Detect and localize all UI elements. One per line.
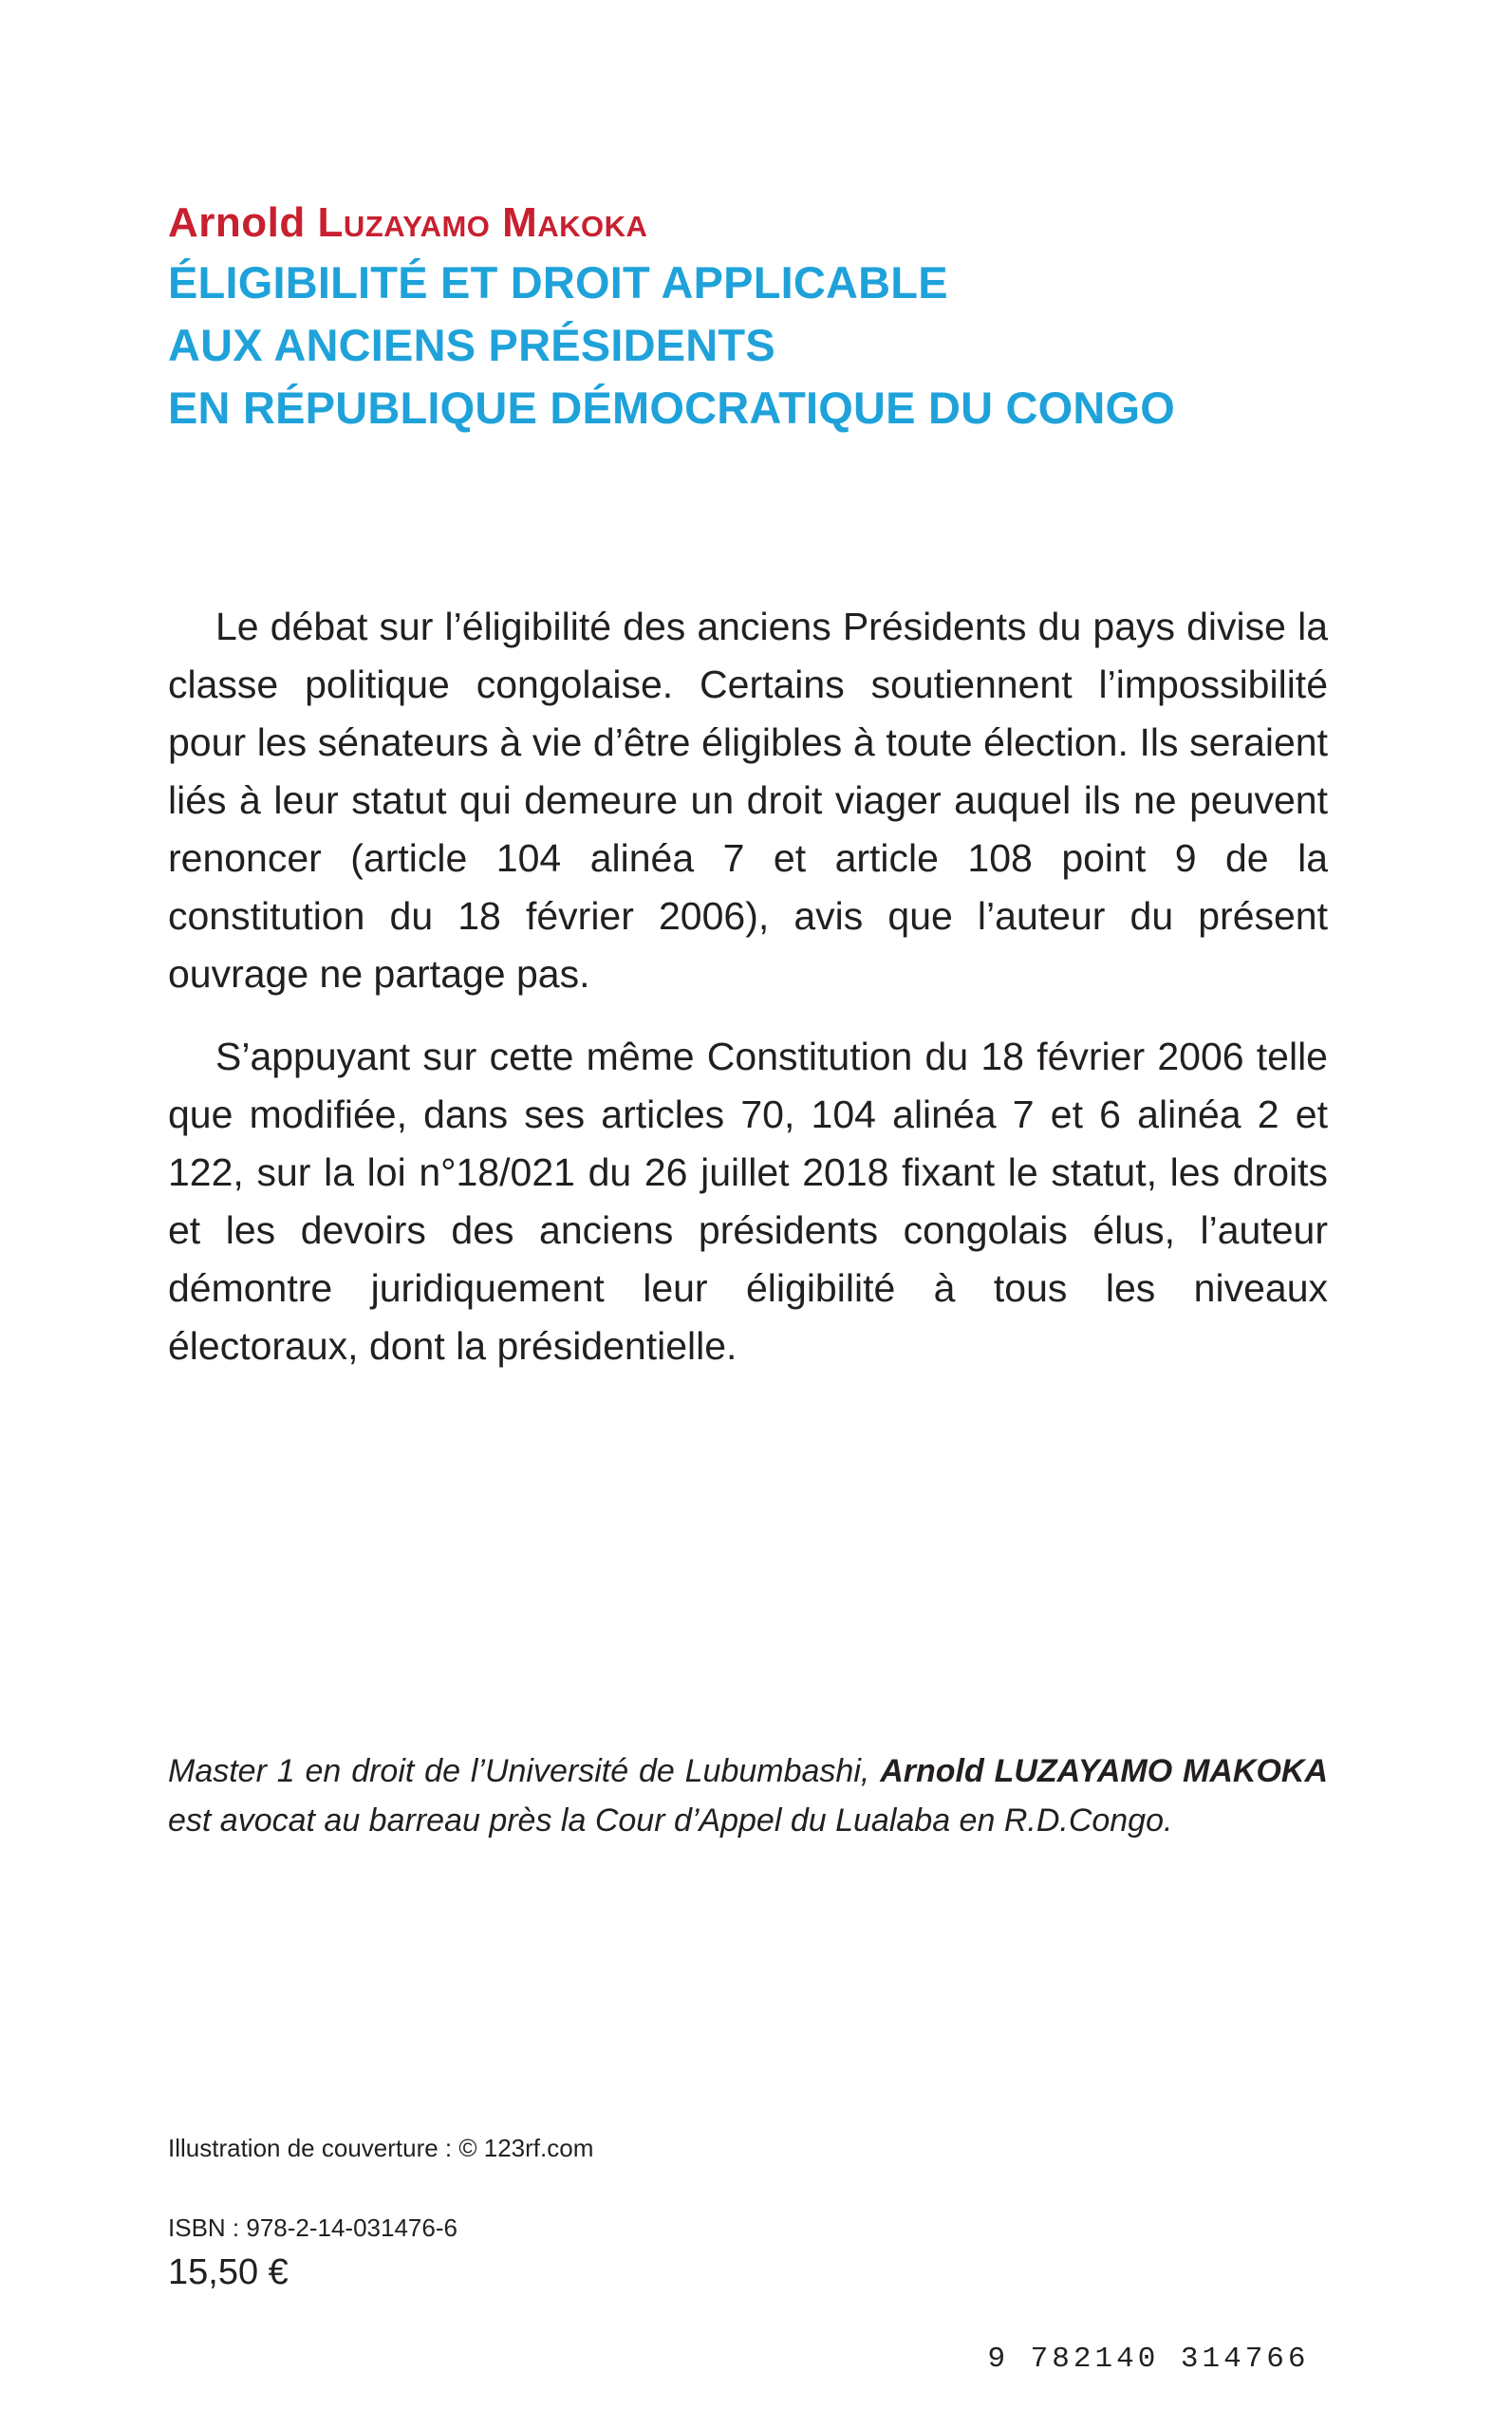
ean-barcode: [968, 2117, 1329, 2392]
blurb-paragraph-2: S’appuyant sur cette même Constitution du 18 février 2006 telle que modifiée, dans ses articles 70, 104 alinéa 7 et 6 alinéa 2 et 122, sur la loi n°18/021 du 26 juillet 2018 fixant le statut, les droits et les devoirs des anciens présidents congolais élus, l’auteur démontre juridiquement leur éligibilité à tous les niveaux électoraux, dont la présidentielle.: [168, 1035, 1328, 1368]
barcode-bars: [968, 2117, 1329, 2365]
bio-author-name: Arnold LUZAYAMO MAKOKA: [880, 1753, 1329, 1789]
book-title-line-3: EN RÉPUBLIQUE DÉMOCRATIQUE DU CONGO: [168, 383, 1176, 433]
illustration-credit: Illustration de couverture : © 123rf.com: [168, 2134, 594, 2162]
author-last-names: Luzayamo Makoka: [317, 199, 648, 246]
blurb: [168, 598, 1328, 1400]
price: 15,50 €: [168, 2252, 289, 2292]
book-title-line-2: AUX ANCIENS PRÉSIDENTS: [168, 320, 775, 370]
isbn: ISBN : 978-2-14-031476-6: [168, 2213, 457, 2242]
cover-header: [168, 195, 1354, 439]
bio-rest: est avocat au barreau près la Cour d’Appel du Lualaba en R.D.Congo.: [168, 1802, 1173, 1839]
publication-info: [168, 2131, 593, 2296]
blurb-paragraph-1: Le débat sur l’éligibilité des anciens Présidents du pays divise la classe politique congolaise. Certains soutiennent l’impossibilité pour les sénateurs à vie d’être éligibles à toute élection. Ils seraient liés à leur statut qui demeure un droit viager auquel ils ne peuvent renoncer (article 104 alinéa 7 et article 108 point 9 de la constitution du 18 février 2006), avis que l’auteur du présent ouvrage ne partage pas.: [168, 605, 1328, 996]
author-name: [168, 195, 1354, 252]
author-first-name: Arnold: [168, 199, 306, 246]
author-bio: [168, 1746, 1328, 1845]
book-title-line-1: ÉLIGIBILITÉ ET DROIT APPLICABLE: [168, 257, 948, 308]
barcode-digits: 9 782140 314766: [968, 2341, 1329, 2379]
bio-intro: Master 1 en droit de l’Université de Lubumbashi,: [168, 1753, 881, 1789]
